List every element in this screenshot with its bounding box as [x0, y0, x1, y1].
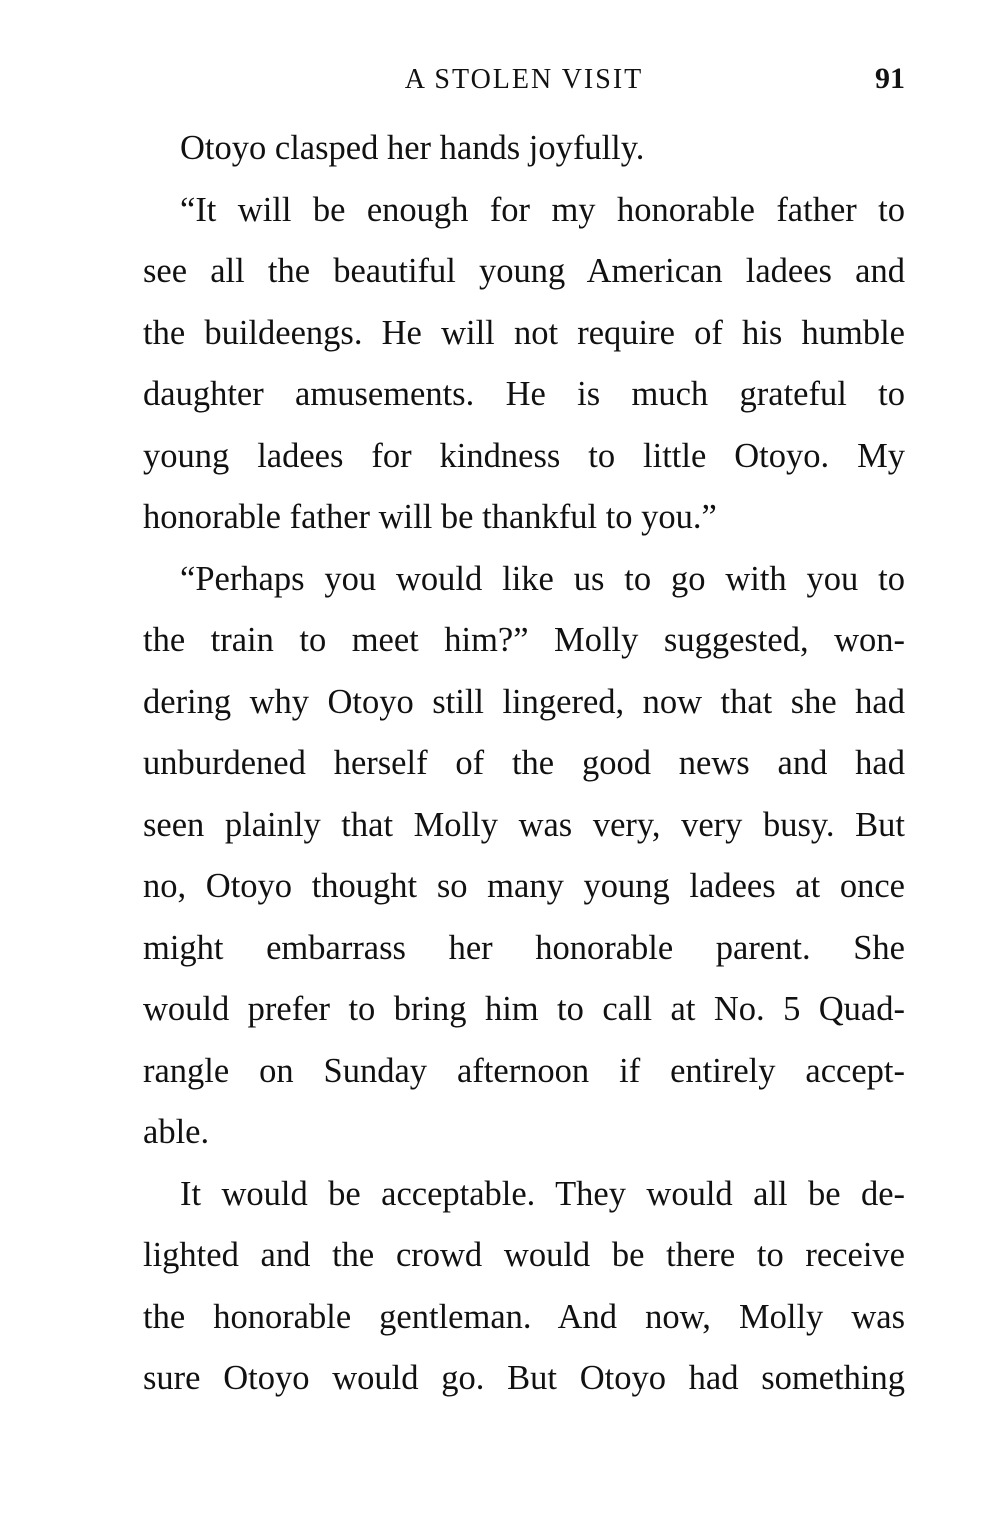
- text-line: young ladees for kindness to little Otoyo. My: [143, 436, 905, 475]
- text-line: no, Otoyo thought so many young ladees at once: [143, 867, 905, 905]
- text-line: daughter amusements. He is much grateful to: [143, 375, 905, 413]
- text-line: unburdened herself of the good news and had: [143, 744, 905, 782]
- text-line: the honorable gentleman. And now, Molly was: [143, 1297, 905, 1336]
- text-line: Otoyo clasped her hands joyfully.: [180, 129, 645, 167]
- text-line: the buildeengs. He will not require of his humble: [143, 313, 905, 352]
- text-line: dering why Otoyo still lingered, now that she had: [143, 682, 905, 721]
- text-line: might embarrass her honorable parent. She: [143, 928, 905, 967]
- text-line: see all the beautiful young American ladees and: [143, 252, 905, 290]
- text-line: seen plainly that Molly was very, very busy. But: [143, 805, 905, 844]
- page-number: 91: [875, 62, 905, 95]
- page-header: [143, 62, 905, 102]
- text-line: the train to meet him?” Molly suggested, won-: [143, 621, 905, 659]
- running-title: A STOLEN VISIT: [404, 64, 644, 95]
- body-text: [143, 118, 905, 1410]
- text-line: It would be acceptable. They would all be de-: [180, 1174, 905, 1213]
- text-line: “It will be enough for my honorable father to: [180, 190, 905, 229]
- text-line: rangle on Sunday afternoon if entirely accept-: [143, 1051, 905, 1090]
- text-line: lighted and the crowd would be there to receive: [143, 1236, 905, 1274]
- text-line: would prefer to bring him to call at No. 5 Quad-: [143, 990, 905, 1028]
- text-line: sure Otoyo would go. But Otoyo had something: [143, 1359, 905, 1397]
- text-line: able.: [143, 1113, 210, 1151]
- text-line: “Perhaps you would like us to go with you to: [180, 559, 905, 598]
- text-line: honorable father will be thankful to you.”: [143, 498, 717, 536]
